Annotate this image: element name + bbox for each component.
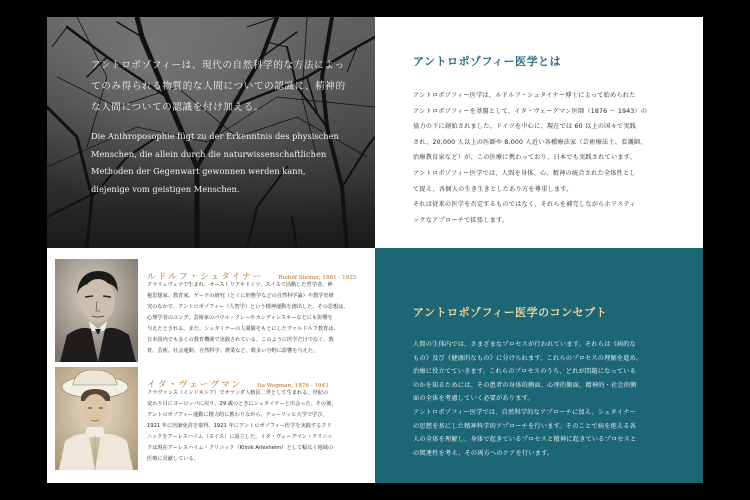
concept-line: の思想を基にした精神科学的アプローチを行います。そのことで病を抱える各 <box>413 422 637 430</box>
steiner-portrait <box>55 259 138 362</box>
about-line: 協力の下に創始されました。ドイツを中心に、現在では 60 以上の国々で実践 <box>413 123 637 131</box>
about-line: それは従来の医学を否定するものではなく、それらを補完しながらホリスティ <box>413 201 636 209</box>
bio-line: 秘思想家、教育家。ゲーテの研究（とくに形態学などの自然科学論）や教学史研 <box>147 293 334 299</box>
bio-line: 心理学者のユング、芸術家のパウル・クレーやカンディンスキーなどにも影響を <box>147 315 333 321</box>
bio-line: クラヴァンス（インドネシア）でオランダ人植民二世として生まれる。世紀の <box>147 390 329 396</box>
concept-line: 人の全体を理解し、身体で起きているプロセスと精神に起きているプロセスと <box>413 436 637 444</box>
bio-line: 医療に貢献している。 <box>147 456 199 462</box>
about-line: アントロポゾフィー医学は、ルドルフ・シュタイナー博士によって始められた <box>413 92 636 99</box>
concept-body <box>413 338 683 460</box>
quote-de-line: diejenige vom geistigen Menschen. <box>91 183 240 194</box>
concept-line: のかを知るためには、その患者の身体的側面、心理的側面、精神的・社会的側 <box>413 381 637 389</box>
bio-line: 1921 年に医師免許を取得。1921 年にアントロポゾフィー医学を実践するクリ <box>147 423 332 429</box>
about-heading: アントロポゾフィー医学とは <box>413 55 562 68</box>
brochure-spread <box>47 17 703 483</box>
quote-de-line: Methoden der Gegenwart gewonnen werden kann, <box>91 166 306 177</box>
bio-line: クは現在アーレスハイム・クリニック（Klinik Arlesheim）として幅広く地域の <box>147 445 334 451</box>
bio-line: 日本国内でも多くの教育機関で実践されている。このように医学だけでなく、教 <box>147 337 334 343</box>
about-line: ックなアプローチで拡張します。 <box>413 216 509 224</box>
tree-photo-panel <box>47 17 375 248</box>
concept-section <box>375 248 703 483</box>
quote-jp-line: アントロポゾフィーは、現代の自然科学的な方法によっ <box>91 60 345 71</box>
wegman-portrait <box>55 367 138 470</box>
steiner-name-roman: Rudolf Steiner, 1861 - 1925 <box>278 275 357 281</box>
about-section <box>375 17 703 248</box>
steiner-name: ルドルフ・シュタイナー <box>147 272 264 282</box>
quote-jp-line: てのみ得られる物質的な人間についての認識に、精神的 <box>91 81 346 92</box>
about-line: て捉え、各個人の生き生きとしたあり方を尊重します。 <box>413 185 573 193</box>
about-line: 治療教育家など）が、この医療に携わっており、日本でも実践されています。 <box>413 154 637 162</box>
bio-line: 育、芸術、社会運動、自然科学、農業など、数多い分野に影響を与えた。 <box>147 348 319 354</box>
concept-line: 面の全体を考慮していく必要があります。 <box>413 395 534 403</box>
quote-japanese <box>91 55 366 118</box>
bio-line: アントロポゾフィー運動に精力的に携わりながら、チューリッヒ大学で学び、 <box>147 412 328 418</box>
concept-line: もの》及び《健康的なもの》に分けられます。これらのプロセスの理解を進め、 <box>413 354 643 362</box>
founders-section <box>47 248 375 483</box>
quote-de-line: Die Anthroposophie fügt zu der Erkenntnis des physischen <box>91 131 339 141</box>
bio-line: 究のなかで、アントロポゾフィー（人智学）という精神運動を創出した。その思想は、 <box>147 304 349 310</box>
concept-line: 人間の生体内では、さまざまなプロセスが行われています。それらは《病的な <box>413 341 637 348</box>
about-line: アントロポゾフィー医学では、人間を身体、心、精神の統合された全体性とし <box>413 169 636 177</box>
quote-german <box>91 128 371 198</box>
bio-line: ニックをアーレスハイム（スイス）に設立した。イタ・ヴェーグマン・クリニッ <box>147 434 333 440</box>
quote-jp-line: な人間についての認識を付け加える。 <box>91 102 265 113</box>
wegman-bio <box>147 388 367 465</box>
about-body <box>413 88 688 228</box>
about-line: アントロポゾフィーを基盤として、イタ・ヴェーグマン医師（1876 ～ 1943）の <box>413 107 648 115</box>
steiner-bio <box>147 280 367 357</box>
quote-de-line: Menschen, die allein durch die naturwissenschaftlichen <box>91 148 327 159</box>
wegman-name-roman: Ita Wegman, 1876 - 1943 <box>257 383 329 389</box>
concept-line: 治療に役立てていきます。これらのプロセスのうち、どれが問題になっている <box>413 368 637 376</box>
about-line: され、20,000 人以上の医師や 8,000 人近い各種療法家（芸術療法士、看護師、 <box>413 138 647 146</box>
bio-line: 与えたとされる。また、シュタイナーの人間観をもとにしたヴァルドルフ教育は、 <box>147 326 339 332</box>
concept-heading: アントロポゾフィー医学のコンセプト <box>413 306 608 319</box>
concept-line: の関連性を考え、その両方へのケアを行います。 <box>413 449 554 457</box>
bio-line: 変わり目にヨーロッパに戻り、29 歳のときにシュタイナーと出会った。その後、 <box>147 401 337 407</box>
bio-line: クラリェヴェツで生まれ、オーストリアやドイツ、スイスで活動した哲学者。神 <box>147 282 333 288</box>
concept-line: アントロポゾフィー医学では、自然科学的なアプローチに加え、シュタイナー <box>413 408 636 416</box>
wegman-name: イタ・ヴェーグマン <box>147 380 243 390</box>
